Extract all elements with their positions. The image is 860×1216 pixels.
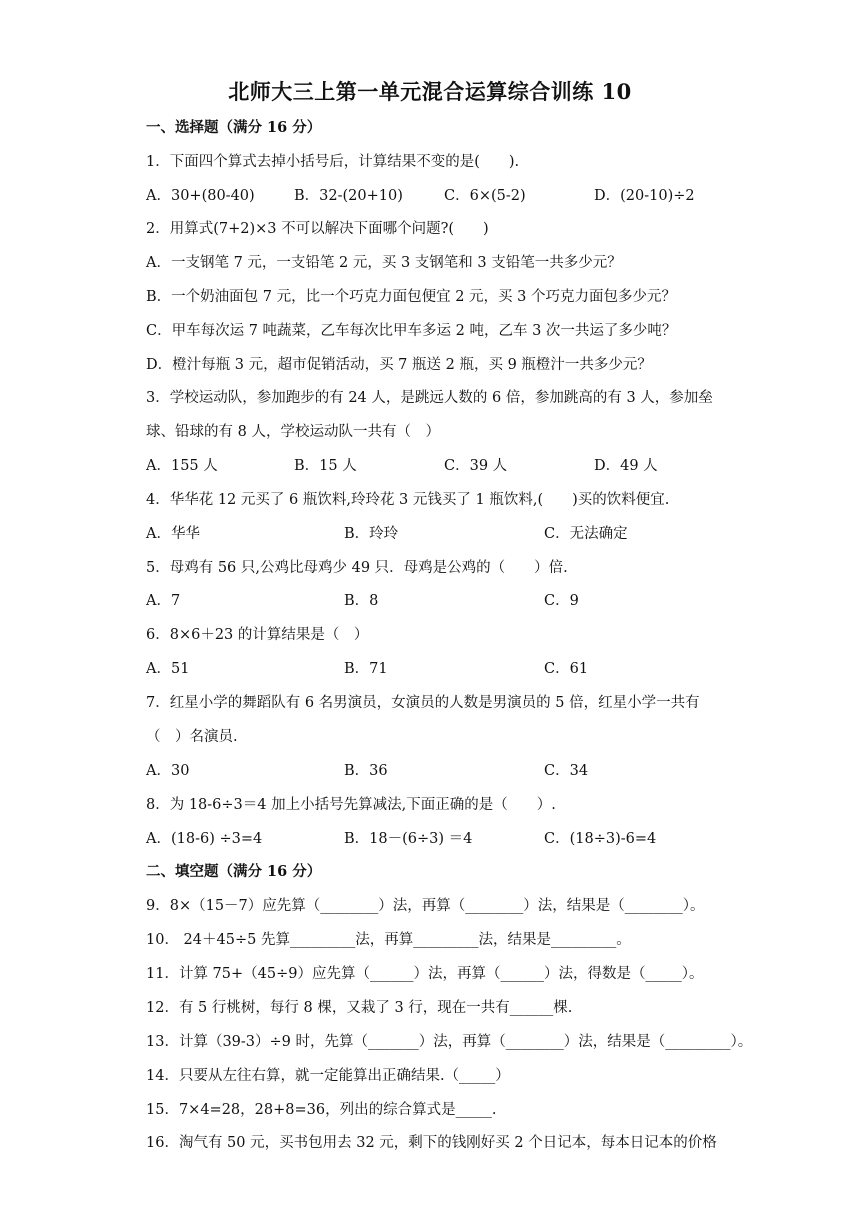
- q1-option-d: D．(20-10)÷2: [594, 188, 695, 204]
- q8-option-b: B．18－(6÷3) ＝4: [344, 831, 473, 847]
- question-13: 13．计算（39-3）÷9 时，先算（_______）法，再算（________）法，结果是（_________）。: [146, 1034, 753, 1050]
- q4-option-a: A．华华: [146, 526, 200, 542]
- q3-option-b: B．15 人: [294, 458, 357, 474]
- question-12: 12．有 5 行桃树，每行 8 棵，又栽了 3 行，现在一共有______棵.: [146, 1000, 573, 1016]
- question-3-line-1: 3．学校运动队，参加跑步的有 24 人，是跳远人数的 6 倍，参加跳高的有 3 人，参加垒: [146, 390, 713, 406]
- q2-option-d: D．橙汁每瓶 3 元，超市促销活动，买 7 瓶送 2 瓶，买 9 瓶橙汁一共多少元？: [146, 357, 652, 373]
- q4-option-c: C．无法确定: [544, 526, 628, 542]
- question-3-line-2: 球、铅球的有 8 人，学校运动队一共有（ ）: [146, 424, 440, 440]
- question-6: 6．8×6＋23 的计算结果是（ ）: [146, 627, 369, 643]
- q3-option-a: A．155 人: [146, 458, 218, 474]
- question-9: 9．8×（15－7）应先算（________）法，再算（________）法，结果是（________）。: [146, 898, 705, 914]
- q8-option-a: A．(18-6) ÷3=4: [146, 831, 263, 847]
- q6-option-c: C．61: [544, 661, 589, 677]
- q1-option-a: A．30+(80-40): [146, 188, 255, 204]
- question-2: 2．用算式(7+2)×3 不可以解决下面哪个问题?( ): [146, 221, 489, 237]
- q2-option-b: B．一个奶油面包 7 元，比一个巧克力面包便宜 2 元，买 3 个巧克力面包多少元？: [146, 289, 676, 305]
- q4-option-b: B．玲玲: [344, 526, 399, 542]
- q6-option-b: B．71: [344, 661, 388, 677]
- question-4: 4．华华花 12 元买了 6 瓶饮料,玲玲花 3 元钱买了 1 瓶饮料,( )买的饮料便宜.: [146, 492, 670, 508]
- q5-option-c: C．9: [544, 593, 579, 609]
- q3-option-d: D．49 人: [594, 458, 658, 474]
- question-8: 8．为 18-6÷3＝4 加上小括号先算减法,下面正确的是（ ）.: [146, 797, 556, 813]
- question-16: 16．淘气有 50 元，买书包用去 32 元，剩下的钱刚好买 2 个日记本，每本日记本的价格: [146, 1135, 717, 1151]
- section-heading-choice: 一、选择题（满分 16 分）: [146, 119, 322, 136]
- q8-option-c: C．(18÷3)-6=4: [544, 831, 657, 847]
- question-7-line-2: （ ）名演员.: [146, 729, 238, 745]
- question-14: 14．只要从左往右算，就一定能算出正确结果.（_____）: [146, 1068, 510, 1084]
- q2-option-c: C．甲车每次运 7 吨蔬菜，乙车每次比甲车多运 2 吨，乙车 3 次一共运了多少吨？: [146, 323, 677, 339]
- question-7-line-1: 7．红星小学的舞蹈队有 6 名男演员，女演员的人数是男演员的 5 倍，红星小学一共有: [146, 695, 700, 711]
- question-5: 5．母鸡有 56 只,公鸡比母鸡少 49 只．母鸡是公鸡的（ ）倍.: [146, 560, 568, 576]
- q2-option-a: A．一支钢笔 7 元，一支铅笔 2 元，买 3 支钢笔和 3 支铅笔一共多少元？: [146, 255, 622, 271]
- q1-option-b: B．32-(20+10): [294, 188, 403, 204]
- question-15: 15．7×4=28，28+8=36，列出的综合算式是_____.: [146, 1102, 497, 1118]
- q7-option-c: C．34: [544, 763, 589, 779]
- question-1: 1．下面四个算式去掉小括号后，计算结果不变的是( ).: [146, 154, 520, 170]
- q7-option-a: A．30: [146, 763, 190, 779]
- question-10: 10． 24＋45÷5 先算_________法，再算_________法，结果是_________。: [146, 932, 631, 948]
- question-11: 11．计算 75+（45÷9）应先算（______）法，再算（______）法，得数是（_____）。: [146, 966, 704, 982]
- q7-option-b: B．36: [344, 763, 388, 779]
- q3-option-c: C．39 人: [444, 458, 508, 474]
- section-heading-fill: 二、填空题（满分 16 分）: [146, 863, 322, 880]
- q6-option-a: A．51: [146, 661, 190, 677]
- page-title: 北师大三上第一单元混合运算综合训练 10: [228, 79, 632, 104]
- q5-option-b: B．8: [344, 593, 379, 609]
- q1-option-c: C．6×(5-2): [444, 188, 526, 204]
- q5-option-a: A．7: [146, 593, 181, 609]
